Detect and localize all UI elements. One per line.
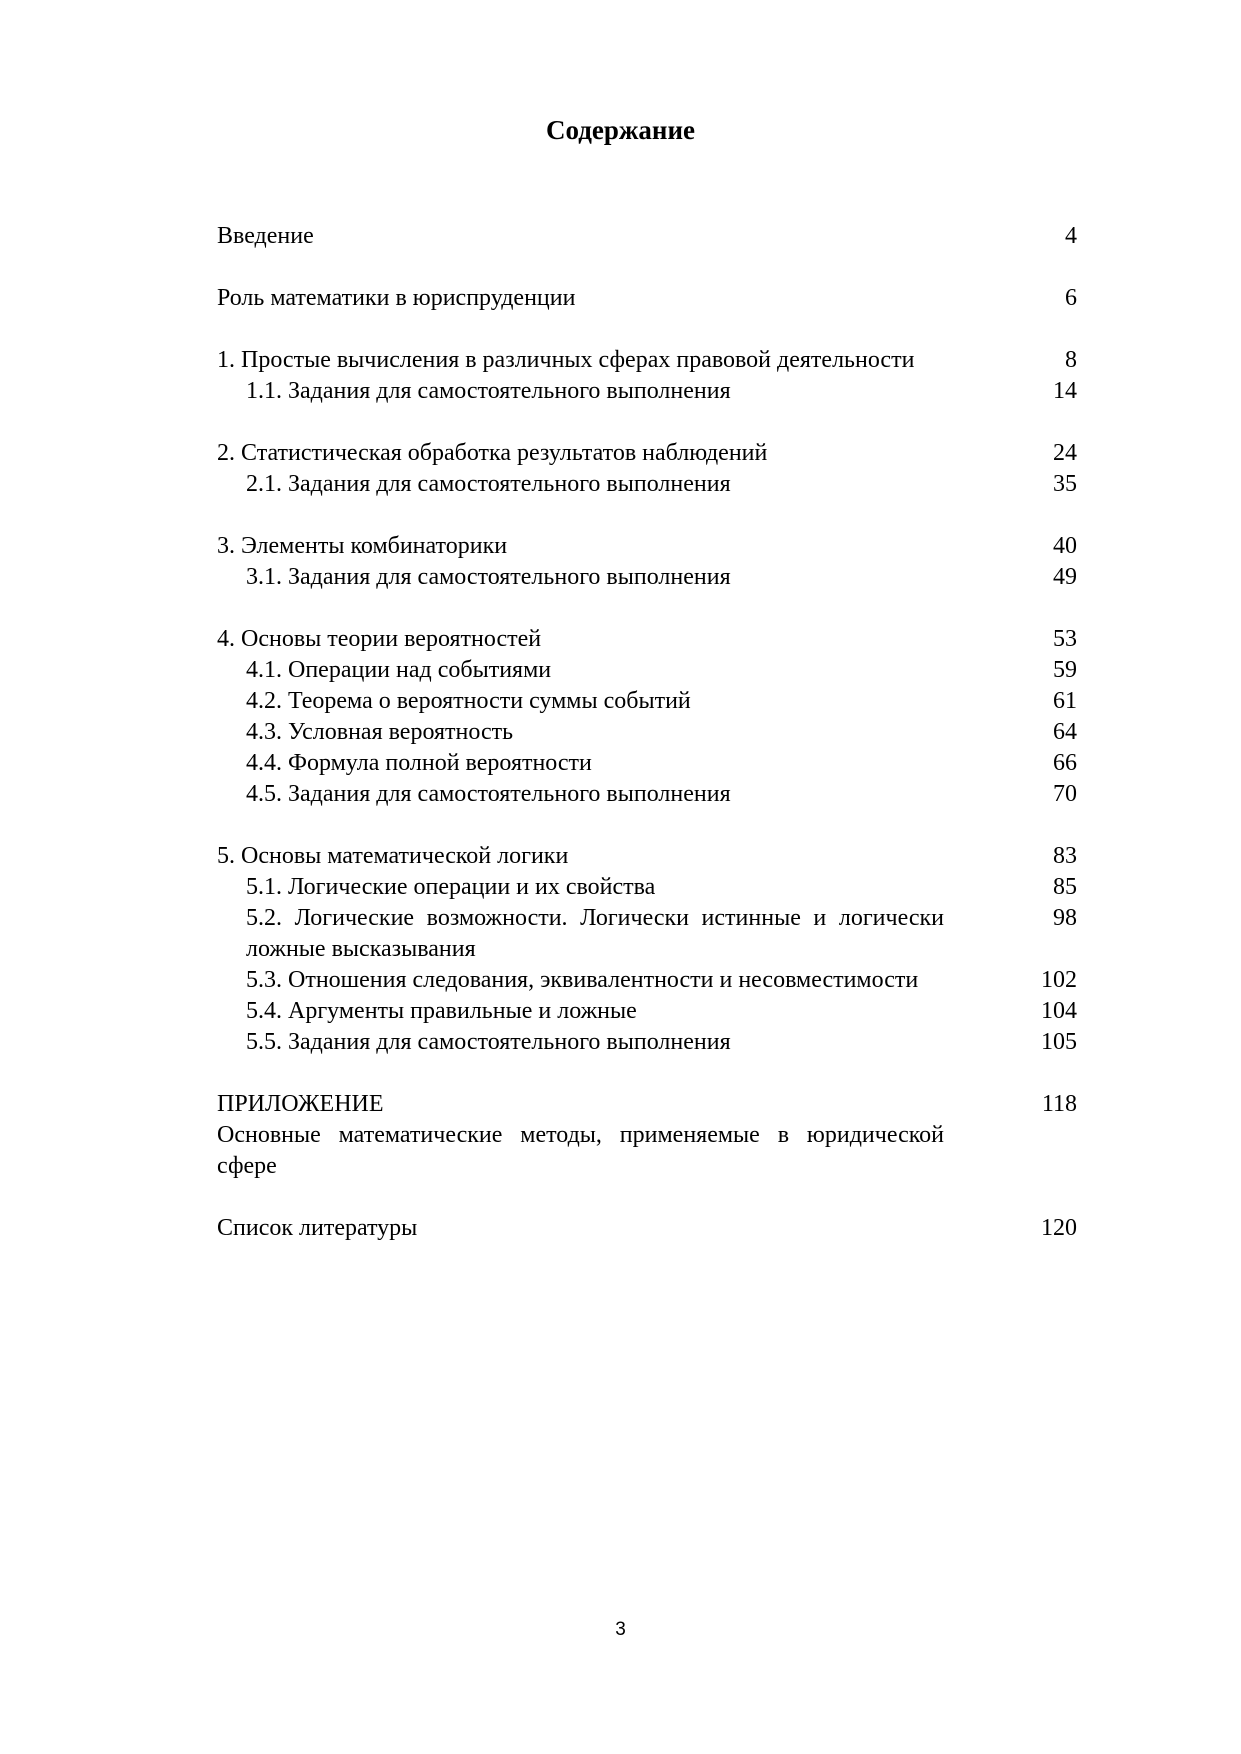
- toc-entry-appendix[interactable]: [217, 1089, 1077, 1120]
- toc-entry-page: 53: [1053, 626, 1077, 652]
- toc-entry-label: 4.5. Задания для самостоятельного выполнения: [246, 781, 731, 807]
- toc-entry-page: 105: [1041, 1029, 1077, 1055]
- toc-entry-label: 4.1. Операции над событиями: [246, 657, 552, 683]
- toc-entry-label: 4.4. Формула полной вероятности: [246, 750, 592, 776]
- toc-entry-label: Введение: [217, 223, 314, 249]
- toc-entry-label: 5.2. Логические возможности. Логически истинные и логически ложные высказывания: [246, 905, 944, 962]
- toc-entry-label: Список литературы: [217, 1215, 418, 1241]
- toc-entry-page: 4: [1065, 223, 1077, 249]
- toc-entry-page: 24: [1053, 440, 1077, 466]
- toc-entry-label: 4. Основы теории вероятностей: [217, 626, 542, 652]
- toc-entry-section-5-4[interactable]: [217, 996, 1077, 1027]
- page-title: Содержание: [545, 115, 696, 145]
- toc-entry-label: 3.1. Задания для самостоятельного выполнения: [246, 564, 731, 590]
- toc-entry-section-5-5[interactable]: [217, 1027, 1077, 1058]
- toc-entry-section-4-4[interactable]: [217, 748, 1077, 779]
- toc-entry-label: 2.1. Задания для самостоятельного выполнения: [246, 471, 731, 497]
- toc-entry-section-4-5[interactable]: [217, 779, 1077, 810]
- toc-entry-chapter-4[interactable]: [217, 624, 1077, 655]
- toc-entry-page: 85: [1053, 874, 1077, 900]
- toc-entry-section-3-1[interactable]: [217, 562, 1077, 593]
- toc-entry-label: 3. Элементы комбинаторики: [217, 533, 508, 559]
- toc-entry-chapter-2[interactable]: [217, 438, 1077, 469]
- toc-entry-page: 102: [1041, 967, 1077, 993]
- toc-entry-label: 5.4. Аргументы правильные и ложные: [246, 998, 637, 1024]
- toc-entry-label: 1. Простые вычисления в различных сферах правовой деятельности: [217, 347, 915, 373]
- toc-entry-page: 14: [1053, 378, 1077, 404]
- toc-entry-role-of-math[interactable]: [217, 283, 1077, 314]
- toc-entry-chapter-3[interactable]: [217, 531, 1077, 562]
- toc-entry-section-1-1[interactable]: [217, 376, 1077, 407]
- toc-entry-section-4-2[interactable]: [217, 686, 1077, 717]
- toc-entry-section-5-1[interactable]: [217, 872, 1077, 903]
- toc-entry-page: 59: [1053, 657, 1077, 683]
- toc-entry-page: 6: [1065, 285, 1077, 311]
- toc-entry-section-5-3[interactable]: [217, 965, 1077, 996]
- toc-entry-page: 35: [1053, 471, 1077, 497]
- toc-entry-page: 66: [1053, 750, 1077, 776]
- toc-entry-page: 98: [1053, 905, 1077, 931]
- toc-entry-label: 2. Статистическая обработка результатов наблюдений: [217, 440, 768, 466]
- toc-entry-bibliography[interactable]: [217, 1213, 1077, 1244]
- toc-entry-section-2-1[interactable]: [217, 469, 1077, 500]
- toc-entry-page: 118: [1041, 1091, 1077, 1117]
- toc-entry-chapter-5[interactable]: [217, 841, 1077, 872]
- toc-entry-introduction[interactable]: [217, 221, 1077, 252]
- toc-entry-section-4-1[interactable]: [217, 655, 1077, 686]
- toc-entry-page: 8: [1065, 347, 1077, 373]
- toc-entry-page: 83: [1053, 843, 1077, 869]
- toc-entry-label: ПРИЛОЖЕНИЕ: [217, 1091, 384, 1117]
- toc-entry-label: 1.1. Задания для самостоятельного выполнения: [246, 378, 731, 404]
- toc-entry-page: 70: [1053, 781, 1077, 807]
- toc-entry-label: 4.2. Теорема о вероятности суммы событий: [246, 688, 691, 714]
- toc-entry-page: 120: [1041, 1215, 1077, 1241]
- table-of-contents: [217, 221, 1077, 1244]
- toc-entry-section-5-2[interactable]: [217, 903, 1077, 965]
- toc-entry-page: 61: [1053, 688, 1077, 714]
- toc-entry-appendix-subtitle: Основные математические методы, применяемые в юридической сфере: [217, 1122, 944, 1179]
- toc-entry-label: Роль математики в юриспруденции: [217, 285, 576, 311]
- toc-entry-page: 49: [1053, 564, 1077, 590]
- toc-entry-label: 4.3. Условная вероятность: [246, 719, 514, 745]
- toc-entry-page: 64: [1053, 719, 1077, 745]
- toc-entry-label: 5.5. Задания для самостоятельного выполнения: [246, 1029, 731, 1055]
- toc-entry-label: 5.1. Логические операции и их свойства: [246, 874, 656, 900]
- toc-entry-page: 104: [1041, 998, 1077, 1024]
- toc-entry-label: 5.3. Отношения следования, эквивалентности и несовместимости: [246, 967, 919, 993]
- toc-entry-chapter-1[interactable]: [217, 345, 1077, 376]
- toc-entry-page: 40: [1053, 533, 1077, 559]
- toc-entry-label: 5. Основы математической логики: [217, 843, 569, 869]
- toc-entry-section-4-3[interactable]: [217, 717, 1077, 748]
- page-number: 3: [615, 1619, 626, 1640]
